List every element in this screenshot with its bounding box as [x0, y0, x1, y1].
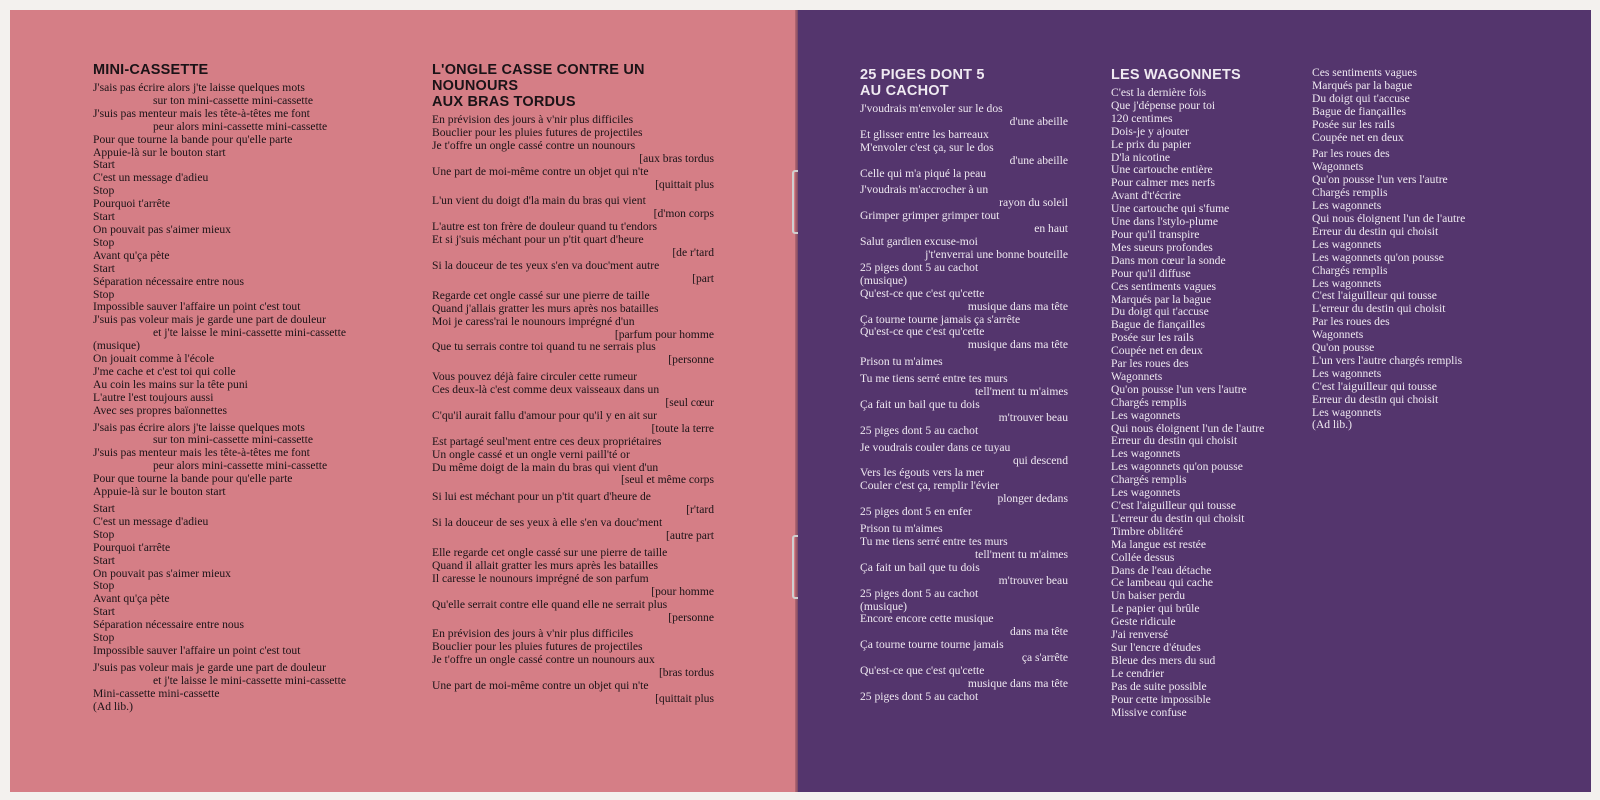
lyric-line: C'est un message d'adieu [93, 171, 209, 185]
lyric-line: peur alors mini-cassette mini-cassette [153, 459, 328, 473]
lyric-line: Les wagonnets [1312, 405, 1382, 419]
lyric-line: Qui nous éloignent l'un de l'autre [1111, 421, 1265, 435]
lyric-line: Pour cette impossible [1111, 692, 1211, 706]
lyric-line: Wagonnets [1312, 160, 1364, 174]
lyric-line: Posée sur les rails [1111, 331, 1194, 345]
lyric-line: J'suis pas menteur mais les tête-à-têtes me font [93, 106, 310, 120]
lyric-line: L'un vers l'autre chargés remplis [1312, 353, 1463, 367]
song-title: LES WAGONNETS [1111, 67, 1241, 83]
lyric-line: J'ai renversé [1111, 628, 1169, 642]
lyric-line: Qu'est-ce que c'est qu'cette [860, 286, 985, 300]
lyric-line: Est partagé seul'ment entre ces deux propriétaires [432, 434, 662, 448]
lyric-line: Appuie-là sur le bouton start [93, 145, 226, 159]
lyric-line: Wagonnets [1111, 369, 1163, 383]
lyric-line: tell'ment tu m'aimes [974, 385, 1068, 399]
lyric-line: Les wagonnets [1312, 366, 1382, 380]
lyric-line: On jouait comme à l'école [93, 352, 215, 366]
lyric-line: Qu'est-ce que c'est qu'cette [860, 664, 985, 678]
lyric-line: Timbre oblitéré [1111, 524, 1184, 538]
lyric-line: m'trouver beau [998, 410, 1068, 424]
lyric-line: Qui nous éloignent l'un de l'autre [1312, 211, 1466, 225]
lyric-line: J'voudrais m'accrocher à un [860, 183, 989, 197]
lyric-line: J'sais pas écrire alors j'te laisse quelques mots [93, 81, 305, 94]
lyric-line: Salut gardien excuse-moi [860, 235, 978, 249]
lyric-line: Stop [93, 631, 115, 645]
lyric-line: Chargés remplis [1312, 186, 1388, 200]
lyric-line: [bras tordus [658, 666, 714, 680]
lyric-line: Stop [93, 527, 115, 541]
right-page [798, 10, 1591, 792]
lyric-line: Qu'on pousse [1312, 341, 1375, 355]
lyric-line: Dois-je y ajouter [1111, 124, 1189, 138]
lyric-line: Regarde cet ongle cassé sur une pierre de taille [432, 288, 650, 302]
lyric-line: ça s'arrête [1021, 651, 1068, 665]
lyric-line: 25 piges dont 5 au cachot [860, 423, 979, 437]
title-line: L'ONGLE CASSE CONTRE UN [432, 62, 645, 78]
lyric-line: L'erreur du destin qui choisit [1312, 302, 1446, 316]
lyric-line: Séparation nécessaire entre nous [93, 618, 244, 632]
lyric-line: Qu'on pousse l'un vers l'autre [1111, 382, 1247, 396]
lyric-line: Marqués par la bague [1111, 292, 1212, 306]
lyric-line: J'suis pas voleur mais je garde une part de douleur [93, 660, 326, 674]
lyric-line: 25 piges dont 5 au cachot [860, 260, 979, 274]
lyric-line: Collée dessus [1111, 550, 1175, 564]
lyric-line: musique dans ma tête [967, 676, 1068, 690]
lyric-line: Encore encore cette musique [860, 612, 994, 626]
lyric-line: [part [692, 271, 714, 285]
title-line: AUX BRAS TORDUS [432, 94, 576, 110]
lyric-line: Chargés remplis [1111, 473, 1187, 487]
lyric-line: 25 piges dont 5 en enfer [860, 505, 972, 519]
lyric-line: Séparation nécessaire entre nous [93, 274, 244, 288]
lyric-line: Coupée net en deux [1312, 130, 1404, 144]
lyric-line: dans ma tête [1010, 625, 1068, 639]
lyric-line: Stop [93, 579, 115, 593]
lyric-line: (musique) [93, 339, 141, 353]
lyric-line: Bouclier pour les pluies futures de projectiles [432, 640, 643, 654]
lyric-line: Du même doigt de la main du bras qui vient d'un [432, 460, 659, 474]
title-line: NOUNOURS [432, 78, 519, 94]
lyric-line: Impossible sauver l'affaire un point c'est tout [93, 643, 301, 657]
lyric-line: Le prix du papier [1111, 137, 1192, 151]
lyric-line: Le cendrier [1111, 666, 1165, 680]
lyric-line: Bouclier pour les pluies futures de projectiles [432, 125, 643, 139]
lyric-line: rayon du soleil [999, 196, 1068, 210]
lyric-line: Avant qu'ça pète [93, 592, 170, 606]
lyric-line: Pour qu'il diffuse [1111, 266, 1191, 280]
lyric-line: tell'ment tu m'aimes [974, 547, 1068, 561]
lyric-line: musique dans ma tête [967, 299, 1068, 313]
lyric-line: [de r'tard [672, 246, 714, 260]
lyric-line: Ma langue est restée [1111, 537, 1206, 551]
lyric-line: Une cartouche qui s'fume [1111, 202, 1230, 216]
lyric-line: Sur l'encre d'études [1111, 640, 1201, 654]
lyric-line: Elle regarde cet ongle cassé sur une pierre de taille [432, 546, 668, 559]
lyric-line: En prévision des jours à v'nir plus difficiles [432, 627, 634, 641]
song-title: MINI-CASSETTE [93, 62, 209, 78]
lyric-line: Pour que tourne la bande pour qu'elle parte [93, 132, 293, 146]
lyric-line: musique dans ma tête [967, 338, 1068, 352]
lyric-line: Les wagonnets qu'on pousse [1111, 460, 1243, 474]
lyric-line: Tu me tiens serré entre tes murs [860, 535, 1008, 548]
lyric-line: Mes sueurs profondes [1111, 240, 1213, 254]
lyric-line: [personne [668, 353, 714, 367]
lyric-line: Les wagonnets qu'on pousse [1312, 250, 1444, 264]
lyric-line: 25 piges dont 5 au cachot [860, 689, 979, 703]
lyric-line: Missive confuse [1111, 705, 1187, 719]
lyric-line: (musique) [860, 599, 908, 613]
lyric-line: Couler c'est ça, remplir l'évier [860, 479, 1000, 493]
lyric-line: 25 piges dont 5 au cachot [860, 586, 979, 600]
lyric-line: d'une abeille [1009, 153, 1068, 167]
lyric-line: Dans de l'eau détache [1111, 563, 1212, 577]
lyric-line: j't'enverrai une bonne bouteille [925, 247, 1068, 261]
lyric-line: Si lui est méchant pour un p'tit quart d'heure de [432, 490, 651, 504]
lyric-line: Celle qui m'a piqué la peau [860, 166, 987, 180]
lyric-line: [quittait plus [655, 691, 714, 705]
lyric-line: Les wagonnets [1111, 447, 1181, 461]
lyric-line: C'qu'il aurait fallu d'amour pour qu'il y en ait sur [432, 408, 658, 422]
lyric-line: [r'tard [686, 503, 714, 517]
lyric-line: Une dans l'stylo-plume [1111, 215, 1219, 229]
song-title [860, 67, 1068, 99]
lyrics-lines [93, 82, 383, 714]
lyric-line: [autre part [666, 529, 714, 543]
song-title [432, 62, 714, 110]
lyric-line: sur ton mini-cassette mini-cassette [153, 93, 314, 107]
lyric-line: C'est l'aiguilleur qui tousse [1111, 499, 1236, 512]
lyric-line: Le papier qui brûle [1111, 602, 1200, 616]
lyric-line: Par les roues des [1312, 315, 1390, 329]
lyric-line: d'une abeille [1009, 114, 1068, 128]
lyric-line: L'autre est ton frère de douleur quand tu t'endors [432, 220, 658, 234]
lyric-line: Et glisser entre les barreaux [860, 127, 989, 141]
lyric-line: Que j'dépense pour toi [1111, 98, 1216, 112]
lyric-line: Quand j'allais gratter les murs après nos batailles [432, 301, 659, 315]
lyric-line: On pouvait pas s'aimer mieux [93, 566, 231, 580]
lyric-line: Une cartouche entière [1111, 163, 1213, 177]
lyric-line: Par les roues des [1312, 147, 1390, 161]
lyric-line: Bleue des mers du sud [1111, 653, 1216, 667]
lyrics-lines [432, 114, 714, 706]
lyric-line: Vers les égouts vers la mer [860, 466, 984, 480]
lyric-line: Dans mon cœur la sonde [1111, 253, 1226, 267]
lyric-line: Start [93, 502, 115, 515]
lyric-line: Posée sur les rails [1312, 117, 1395, 131]
lyric-line: qui descend [1012, 453, 1068, 467]
lyric-line: Je t'offre un ongle cassé contre un nounours [432, 138, 636, 152]
lyric-line: C'est un message d'adieu [93, 514, 209, 528]
lyric-line: [personne [668, 610, 714, 624]
lyric-line: Wagonnets [1312, 328, 1364, 342]
lyric-line: Prison tu m'aimes [860, 355, 943, 369]
lyrics-lines [860, 103, 1068, 704]
lyric-line: Une part de moi-même contre un objet qui n'te [432, 164, 649, 178]
lyric-line: [toute la terre [651, 421, 714, 435]
lyric-line: Chargés remplis [1312, 263, 1388, 277]
lyric-line: Une part de moi-même contre un objet qui n'te [432, 679, 649, 693]
lyric-line: Vous pouvez déjà faire circuler cette rumeur [432, 370, 638, 384]
lyric-line: (Ad lib.) [93, 699, 133, 713]
lyric-line: J'voudrais m'envoler sur le dos [860, 102, 1003, 115]
lyric-line: Qu'est-ce que c'est qu'cette [860, 325, 985, 339]
lyric-line: Start [93, 261, 115, 275]
lyric-line: C'est la dernière fois [1111, 86, 1207, 99]
lyric-line: Les wagonnets [1111, 408, 1181, 422]
lyric-line: Avant d't'écrire [1111, 189, 1181, 203]
lyric-line: Pourquoi t'arrête [93, 197, 171, 211]
lyric-line: 120 centimes [1111, 111, 1173, 125]
lyric-line: J'suis pas menteur mais les tête-à-têtes me font [93, 446, 310, 460]
lyric-line: m'trouver beau [998, 573, 1068, 587]
lyric-line: [d'mon corps [653, 207, 714, 221]
lyric-line: Mini-cassette mini-cassette [93, 686, 220, 700]
lyric-line: J'me cache et c'est toi qui colle [93, 364, 236, 378]
lyric-line: Avec ses propres baïonnettes [93, 403, 228, 417]
lyric-line: Ces sentiments vagues [1111, 279, 1216, 293]
lyrics-ongle-casse [432, 62, 714, 706]
lyric-line: Les wagonnets [1312, 237, 1382, 251]
lyric-line: Stop [93, 287, 115, 301]
lyric-line: Pour calmer mes nerfs [1111, 176, 1215, 190]
lyrics-wagonnets [1111, 67, 1301, 719]
lyric-line: Appuie-là sur le bouton start [93, 485, 226, 499]
lyric-line: Je voudrais couler dans ce tuyau [860, 440, 1011, 454]
lyric-line: [seul et même corps [620, 473, 714, 487]
lyric-line: Avant qu'ça pète [93, 248, 170, 262]
lyric-line: [pour homme [651, 584, 714, 598]
lyric-line: Erreur du destin qui choisit [1312, 392, 1439, 406]
lyric-line: (musique) [860, 273, 908, 287]
lyric-line: [aux bras tordus [639, 151, 714, 165]
lyric-line: D'la nicotine [1111, 150, 1171, 164]
lyric-line: (Ad lib.) [1312, 418, 1352, 432]
lyric-line: Un baiser perdu [1111, 589, 1186, 603]
lyrics-lines [1312, 67, 1502, 432]
lyric-line: Qu'elle serrait contre elle quand elle ne serrait plus [432, 597, 668, 611]
lyric-line: Erreur du destin qui choisit [1111, 434, 1238, 448]
lyric-line: Tu me tiens serré entre tes murs [860, 372, 1008, 386]
lyric-line: Du doigt qui t'accuse [1111, 305, 1209, 319]
lyrics-mini-cassette [93, 62, 383, 714]
lyric-line: Start [93, 158, 115, 172]
lyric-line: Chargés remplis [1111, 395, 1187, 409]
lyrics-lines [1111, 87, 1301, 719]
lyric-line: Ça fait un bail que tu dois [860, 560, 980, 574]
title-line: 25 PIGES DONT 5 [860, 67, 985, 83]
left-page [10, 10, 797, 792]
lyric-line: Ces deux-là c'est comme deux vaisseaux dans un [432, 383, 660, 397]
lyric-line: Un ongle cassé et un ongle verni paill'té or [432, 447, 630, 461]
lyric-line: Bague de fiançailles [1312, 104, 1406, 118]
lyric-line: Au coin les mains sur la tête puni [93, 377, 248, 391]
lyric-line: Que tu serrais contre toi quand tu ne serrais plus [432, 340, 656, 354]
lyric-line: [parfum pour homme [614, 327, 714, 341]
lyric-line: Qu'on pousse l'un vers l'autre [1312, 173, 1448, 187]
lyric-line: Impossible sauver l'affaire un point c'est tout [93, 300, 301, 314]
lyric-line: sur ton mini-cassette mini-cassette [153, 433, 314, 447]
lyric-line: Prison tu m'aimes [860, 522, 943, 536]
lyric-line: Start [93, 605, 115, 619]
lyric-line: Moi je caress'rai le nounours imprégné d'un [432, 314, 635, 328]
lyric-line: Ce lambeau qui cache [1111, 576, 1214, 590]
lyric-line: En prévision des jours à v'nir plus difficiles [432, 113, 634, 126]
lyric-line: Je t'offre un ongle cassé contre un nounours aux [432, 653, 655, 667]
lyric-line: Et si j'suis méchant pour un p'tit quart d'heure [432, 233, 644, 247]
lyric-line: L'un vient du doigt d'la main du bras qui vient [432, 194, 646, 208]
lyric-line: L'autre l'est toujours aussi [93, 390, 214, 404]
lyric-line: Du doigt qui t'accuse [1312, 91, 1410, 105]
lyric-line: Les wagonnets [1111, 486, 1181, 500]
lyric-line: C'est l'aiguilleur qui tousse [1312, 289, 1437, 303]
lyrics-wagonnets-continued [1312, 67, 1502, 432]
lyric-line: en haut [1034, 222, 1068, 236]
lyric-line: [quittait plus [655, 177, 714, 191]
lyric-line: Pour qu'il transpire [1111, 227, 1200, 241]
lyric-line: Les wagonnets [1312, 199, 1382, 213]
lyric-line: Ça tourne tourne tourne jamais [860, 638, 1004, 652]
lyric-line: Pourquoi t'arrête [93, 540, 171, 554]
lyric-line: Start [93, 210, 115, 224]
lyric-line: Stop [93, 235, 115, 249]
lyric-line: peur alors mini-cassette mini-cassette [153, 119, 328, 133]
lyric-line: Bague de fiançailles [1111, 318, 1205, 332]
lyric-line: Quand il allait gratter les murs après les batailles [432, 558, 659, 572]
lyric-line: Si la douceur de ses yeux à elle s'en va douc'ment [432, 516, 663, 530]
lyric-line: J'sais pas écrire alors j'te laisse quelques mots [93, 420, 305, 434]
lyric-line: Ces sentiments vagues [1312, 66, 1417, 79]
lyric-line: Start [93, 553, 115, 567]
lyric-line: Pour que tourne la bande pour qu'elle parte [93, 472, 293, 486]
lyric-line: C'est l'aiguilleur qui tousse [1312, 379, 1437, 393]
lyric-line: Erreur du destin qui choisit [1312, 224, 1439, 238]
lyric-line: Geste ridicule [1111, 615, 1176, 629]
lyric-line: [seul cœur [665, 396, 714, 410]
lyric-line: plonger dedans [997, 492, 1068, 506]
lyric-line: Les wagonnets [1312, 276, 1382, 290]
lyric-line: Stop [93, 184, 115, 198]
lyric-line: J'suis pas voleur mais je garde une part de douleur [93, 313, 326, 327]
lyric-line: Marqués par la bague [1312, 78, 1413, 92]
lyric-line: Ça fait un bail que tu dois [860, 397, 980, 411]
lyric-line: et j'te laisse le mini-cassette mini-cassette [153, 326, 346, 340]
title-line: AU CACHOT [860, 83, 949, 99]
lyric-line: Il caresse le nounours imprégné de son parfum [432, 571, 649, 585]
lyric-line: L'erreur du destin qui choisit [1111, 511, 1245, 525]
lyric-line: Grimper grimper grimper tout [860, 209, 1000, 223]
lyric-line: Pas de suite possible [1111, 679, 1207, 693]
lyric-line: Coupée net en deux [1111, 344, 1203, 358]
lyric-line: Si la douceur de tes yeux s'en va douc'ment autre [432, 258, 660, 272]
lyric-line: Ça tourne tourne jamais ça s'arrête [860, 312, 1021, 326]
lyric-line: Par les roues des [1111, 357, 1189, 371]
lyric-line: M'envoler c'est ça, sur le dos [860, 140, 994, 154]
lyric-line: On pouvait pas s'aimer mieux [93, 222, 231, 236]
lyric-line: et j'te laisse le mini-cassette mini-cassette [153, 673, 346, 687]
lyrics-25-piges [860, 67, 1068, 704]
